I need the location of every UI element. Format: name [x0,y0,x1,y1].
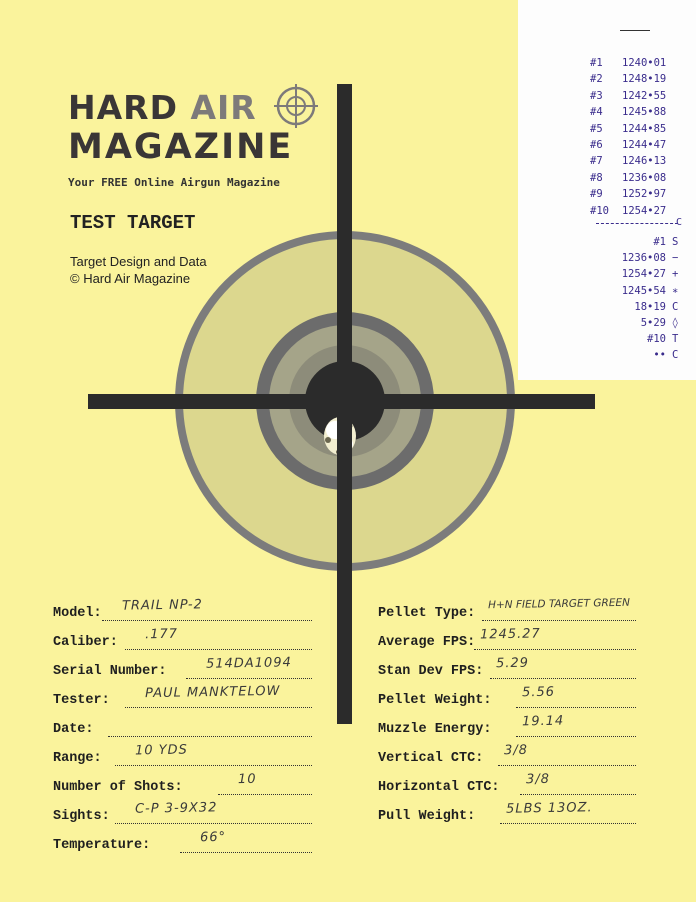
receipt-shot-value: 1254•27 [622,204,667,217]
field-label-left: Date: [53,722,94,737]
field-value-right: 3/8 [525,771,551,788]
field-label-right: Pellet Weight: [378,693,492,708]
receipt-shot-label: #3 [590,89,603,102]
receipt-shot-label: #8 [590,171,603,184]
page-title: TEST TARGET [70,212,196,234]
field-label-right: Horizontal CTC: [378,780,500,795]
receipt-summary-value: •• [653,349,666,362]
logo-hard: HARD [68,88,178,127]
field-label-right: Stan Dev FPS: [378,664,484,679]
field-line-right [516,736,636,737]
field-label-left: Sights: [53,809,110,824]
field-value-right: 1245.27 [479,626,541,643]
receipt-shot-value: 1240•01 [622,57,667,69]
receipt-summary-symbol: C [672,300,679,313]
receipt-shot-label: #2 [590,73,603,86]
field-line-left [102,620,312,621]
field-label-left: Range: [53,751,102,766]
field-value-left: C-P 3-9X32 [134,800,218,817]
field-line-right [520,794,636,795]
field-label-right: Pellet Type: [378,606,476,621]
receipt-shot-label: #6 [590,139,603,151]
field-value-right: 5.29 [495,655,530,672]
crosshair-icon [274,84,318,128]
receipt-summary-symbol: ∗ [672,284,679,297]
crosshair-horizontal [88,394,595,409]
field-line-left [115,765,312,766]
field-line-right [516,707,636,708]
receipt-shot-label: #10 [590,204,609,217]
field-value-left: TRAIL NP-2 [121,597,204,614]
field-label-left: Model: [53,606,102,621]
receipt-shot-label: #1 [590,57,603,69]
receipt-shot-label: #5 [590,122,603,135]
field-label-right: Vertical CTC: [378,751,484,766]
logo-tagline: Your FREE Online Airgun Magazine [68,176,280,189]
receipt-shot-value: 1236•08 [622,171,667,184]
field-value-right: 5LBS 13OZ. [505,800,593,817]
receipt-mark [620,30,650,31]
field-value-left: 10 [237,771,257,788]
receipt-separator-end: C [676,217,683,228]
field-line-left [108,736,312,737]
field-line-right [474,649,636,650]
field-line-right [482,620,636,621]
field-value-right: H+N FIELD TARGET GREEN [487,596,631,612]
field-value-left: 514DA1094 [205,655,292,672]
receipt-separator [596,223,678,224]
field-value-left: 66° [199,829,227,846]
receipt-summary-value: 1245•54 [621,284,666,297]
field-label-right: Average FPS: [378,635,476,650]
logo-magazine: MAGAZINE [68,127,294,167]
receipt-summary-symbol: − [672,252,679,265]
receipt-summary-value: 1236•08 [621,252,666,265]
field-line-left [125,649,312,650]
receipt-shot-value: 1244•47 [622,139,667,151]
credit-line-1: Target Design and Data [70,254,207,269]
field-line-right [498,765,636,766]
field-line-right [490,678,636,679]
receipt-shot-value: 1252•97 [622,188,667,201]
receipt-summary-value: 1254•27 [621,268,666,281]
field-line-left [218,794,312,795]
receipt-summary-value: 5•29 [640,317,666,329]
receipt-summary-symbol: S [672,236,679,248]
receipt-shot-value: 1245•88 [622,106,667,119]
receipt-shot-label: #7 [590,155,603,168]
field-value-left: .177 [144,626,179,643]
field-label-left: Tester: [53,693,110,708]
field-label-left: Temperature: [53,838,151,853]
field-label-left: Serial Number: [53,664,167,679]
logo-air: AIR [190,88,257,127]
field-value-right: 3/8 [503,742,529,759]
field-line-left [125,707,312,708]
field-line-left [180,852,312,853]
field-label-right: Pull Weight: [378,809,476,824]
field-label-right: Muzzle Energy: [378,722,492,737]
receipt-summary-value: 18•19 [634,300,666,313]
field-value-left: 10 YDS [134,742,189,759]
receipt-summary-value: #10 [647,333,666,346]
logo-hard-air [68,88,257,127]
credit-line-2: © Hard Air Magazine [70,271,191,286]
field-value-right: 5.56 [521,684,556,701]
receipt-summary-symbol: T [672,333,679,346]
receipt-shot-label: #4 [590,106,603,119]
field-value-right: 19.14 [521,713,565,730]
field-line-left [115,823,312,824]
receipt-shot-value: 1246•13 [622,155,667,168]
receipt-shot-label: #9 [590,188,603,201]
field-label-left: Caliber: [53,635,118,650]
field-label-left: Number of Shots: [53,780,183,795]
receipt-summary-value: #1 [653,236,666,248]
receipt-shot-value: 1244•85 [622,122,667,135]
receipt-shot-value: 1248•19 [622,73,667,86]
field-value-left: PAUL MANKTELOW [144,683,281,702]
receipt-summary-symbol: ◊ [672,317,679,329]
receipt-shot-value: 1242•55 [622,89,667,102]
receipt-summary-symbol: C [672,349,679,362]
field-line-left [186,678,312,679]
receipt-summary-symbol: + [672,268,679,281]
field-line-right [500,823,636,824]
